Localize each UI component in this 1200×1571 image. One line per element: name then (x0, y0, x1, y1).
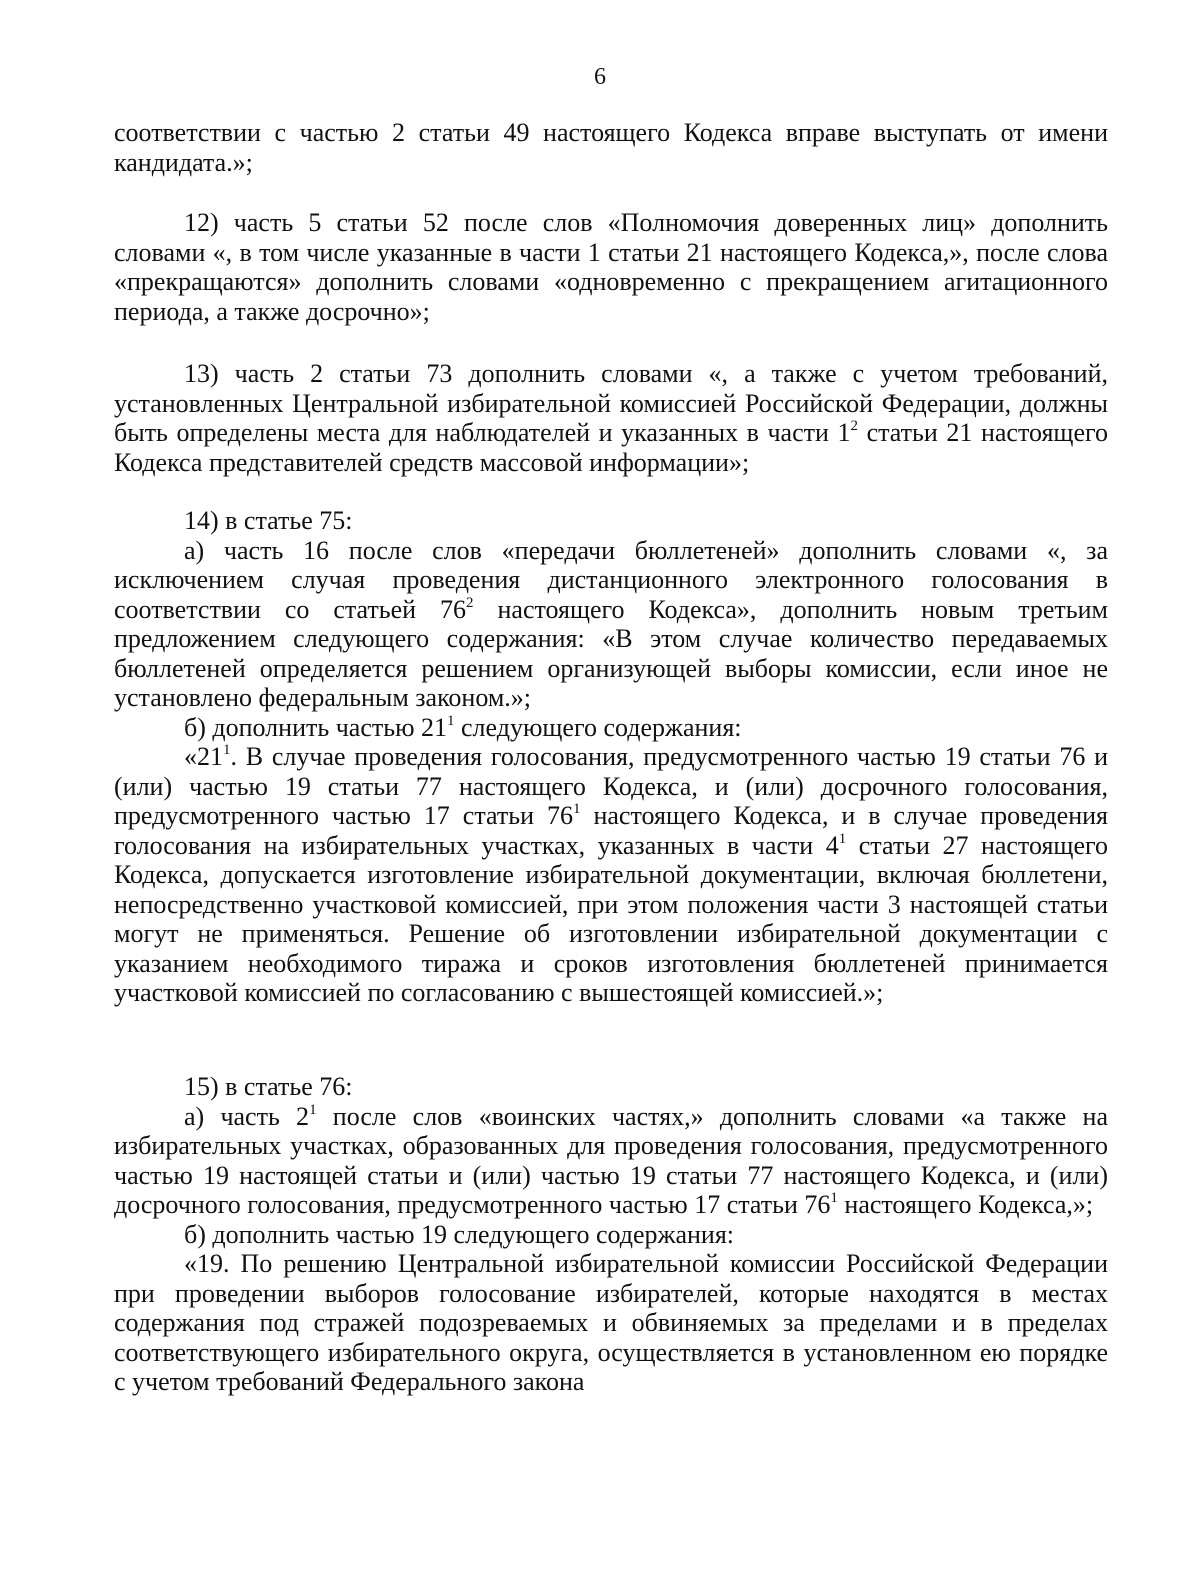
heading-item-15: 15) в статье 76: (184, 1072, 353, 1101)
quote-21-superscript-3: 1 (838, 830, 847, 847)
paragraph-item-15-quote: «19. По решению Центральной избирательной комиссии Российской Федерации при проведении выборов голосование избирателей, которые находятся в местах содержания под стражей подозреваемых и обвиняемых за пределами и в пределах соответствующего избирательного округа, осуществляется в установленном ею порядке с учетом требований Федерального закона (114, 1249, 1108, 1396)
item-15a-text-a: а) часть 2 (184, 1101, 310, 1131)
paragraph-item-14a (114, 536, 1108, 713)
paragraph-item-15b: б) дополнить частью 19 следующего содержания: (184, 1219, 735, 1249)
quote-21-text-d: статьи 27 настоящего Кодекса, допускается изготовление избирательной документации, включая бюллетени, непосредственно участковой комиссией, при этом положения части 3 настоящей статьи могут не применяться. Решение об изготовлении избирательной документации с указанием необходимого тиража и сроков изготовления бюллетеней принимается участковой комиссией по согласованию с вышестоящей комиссией.»; (114, 830, 1108, 1007)
text-block-item-12 (114, 208, 1108, 326)
item-14a-text-b: настоящего Кодекса», дополнить новым третьим предложением следующего содержания: «В этом случае количество передаваемых бюллетеней определяется решением организующей выборы комиссии, если иное не установлено федеральным законом.»; (114, 594, 1108, 712)
paragraph-item-14-quote (114, 742, 1108, 1008)
item-14b-superscript: 1 (447, 712, 455, 729)
page-number: 6 (594, 64, 606, 90)
item-14a-superscript: 2 (466, 594, 474, 611)
heading-item-14: 14) в статье 75: (184, 506, 353, 535)
item-13-text-b: статьи 21 настоящего Кодекса представителей средств массовой информации»; (114, 418, 1109, 477)
quote-21-text-b: . В случае проведения голосования, предусмотренного частью 19 статьи 76 и (или) частью 19 статьи 77 настоящего Кодекса, и (или) досрочного голосования, предусмотренного частью 17 статьи 76 (114, 742, 1108, 830)
quote-21-superscript-2: 1 (572, 801, 581, 817)
item-14b-text-b: следующего содержания: (454, 712, 742, 742)
paragraph-item-14b (114, 713, 1108, 743)
item-13-text-a: 13) часть 2 статьи 73 дополнить словами «, а также с учетом требований, установленных Центральной избирательной комиссией Российской Федерации, должны быть определены места для наблюдателей и указанных в части 1 (114, 359, 1108, 447)
item-14b-text-a: б) дополнить частью 21 (184, 712, 448, 742)
item-15a-text-c: настоящего Кодекса,»; (837, 1190, 1094, 1219)
item-15a-text-b: после слов «воинских частях,» дополнить словами «а также на избирательных участках, образованных для проведения голосования, предусмотренного частью 19 настоящей статьи и (или) частью 19 статьи 77 настоящего Кодекса, и (или) досрочного голосования, предусмотренного частью 17 статьи 76 (114, 1101, 1108, 1219)
paragraph-item-13 (114, 359, 1108, 477)
paragraph-item-12: 12) часть 5 статьи 52 после слов «Полномочия доверенных лиц» дополнить словами «, в том числе указанные в части 1 статьи 21 настоящего Кодекса,», после слова «прекращаются» дополнить словами «одновременно с прекращением агитационного периода, а также досрочно»; (114, 208, 1108, 326)
paragraph-item-15a (114, 1102, 1108, 1220)
text-block-item-15 (114, 1072, 1108, 1397)
quote-21-text-a: «21 (184, 742, 223, 771)
text-block-item-13 (114, 359, 1108, 477)
text-block-continuation (114, 118, 1108, 177)
item-14a-text-a: а) часть 16 после слов «передачи бюллетеней» дополнить словами «, за исключением случая проведения дистанционного электронного голосования в соответствии со статьей 76 (114, 535, 1108, 624)
quote-21-superscript-1: 1 (223, 742, 231, 758)
item-15a-superscript-1: 1 (309, 1101, 317, 1118)
text-block-item-14 (114, 506, 1108, 1008)
item-15a-superscript-2: 1 (830, 1190, 838, 1206)
item-13-superscript: 2 (850, 418, 858, 434)
quote-21-text-c: настоящего Кодекса, и в случае проведения голосования на избирательных участках, указанных в части 4 (114, 801, 1108, 860)
paragraph-continuation: соответствии с частью 2 статьи 49 настоящего Кодекса вправе выступать от имени кандидата.»; (114, 118, 1108, 177)
